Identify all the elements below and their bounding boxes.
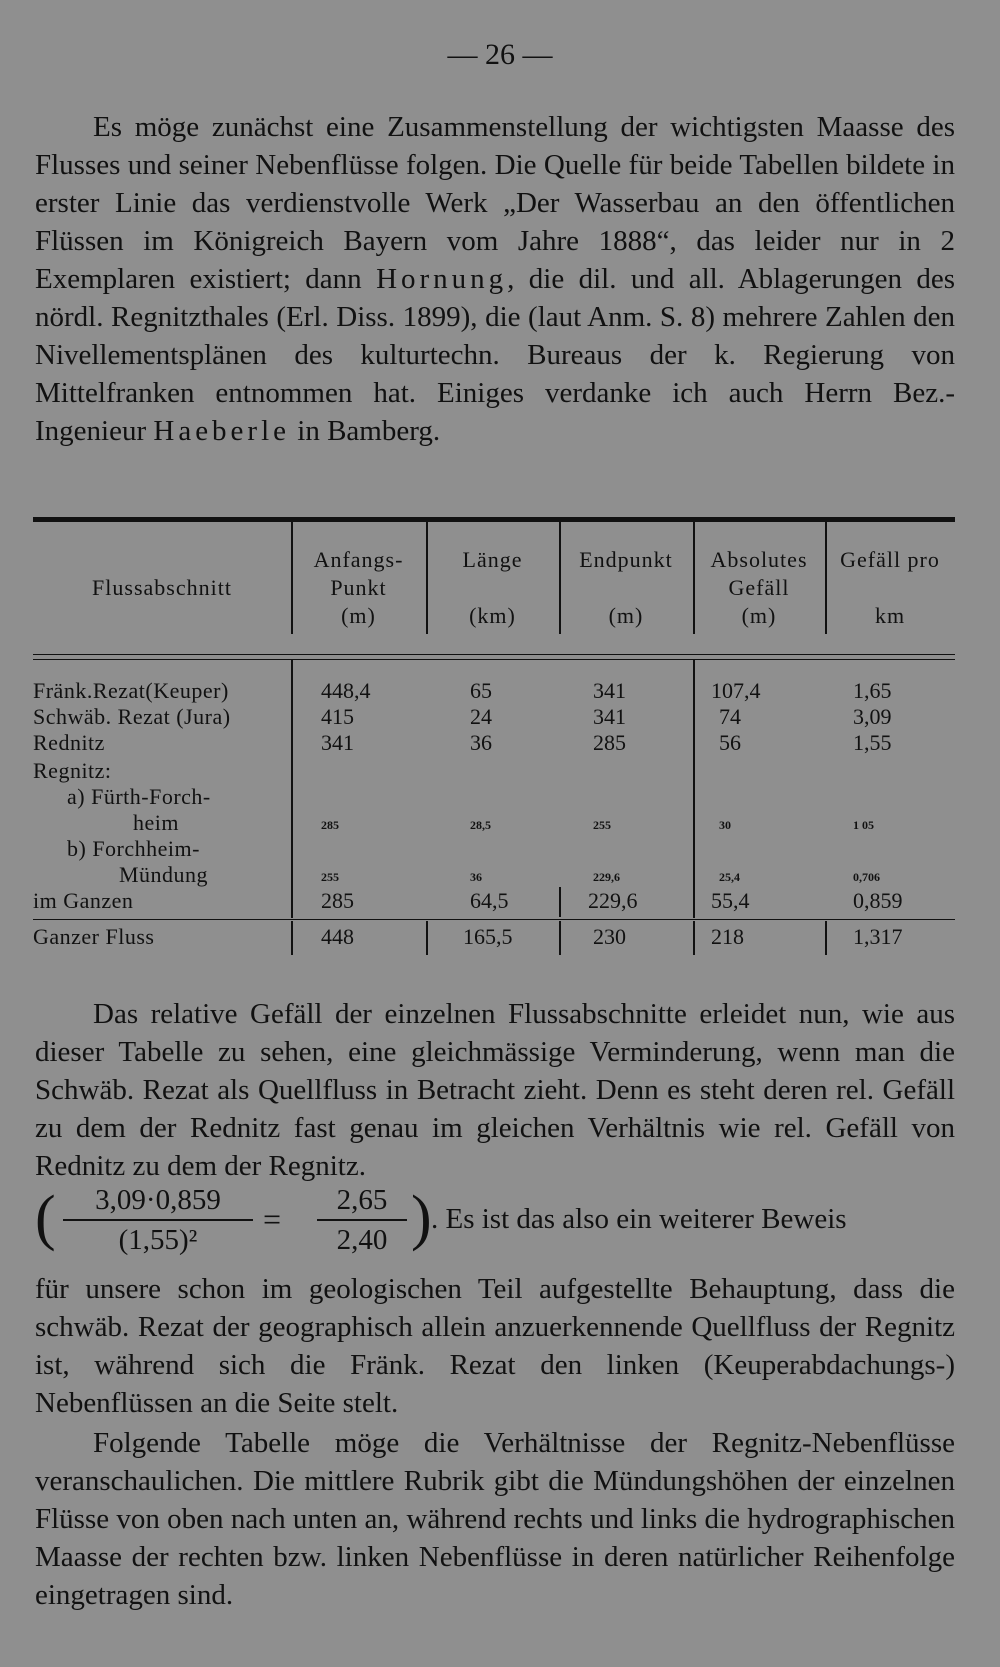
gradient-paragraph: Das relative Gefäll der einzelnen Flussabschnitte erleidet nun, wie aus dieser Tabelle zu sehen, eine gleichmässige Verminderung, wenn man die Schwäb. Rezat als Quellfluss in Betracht zieht. Denn es steht deren rel. Gefäll zu dem der Rednitz fast genau im gleichen Verhältnis wie rel. Gefäll von Rednitz zu dem der Regnitz.: [35, 998, 955, 1182]
ratio-formula: ( 3,09·0,859 (1,55)² = 2,65 2,40 ) . Es ist das also ein weiterer Beweis: [35, 1184, 847, 1256]
table-row: Schwäb. Rezat (Jura): [33, 704, 231, 729]
author-name-hornung: Hornung: [376, 263, 508, 295]
header-gefaell-pro-km: Gefäll pro: [840, 547, 940, 572]
header-endpunkt: Endpunkt: [579, 547, 673, 572]
author-name-haeberle: Haeberle: [153, 415, 291, 447]
conclusion-paragraph: für unsere schon im geologischen Teil aufgestellte Behauptung, dass die schwäb. Rezat der geographisch allein anzuerkennende Quellfluss der Regnitz ist, während sich die Fränk. Rezat den linken (Keuperabdachungs-) Nebenflüssen an die Seite stelt.: [35, 1273, 955, 1419]
intro-paragraph: Es möge zunächst eine Zusammenstellung der wichtigsten Maasse des Flusses und seiner Nebenflüsse folgen. Die Quelle für beide Tabellen bildete in erster Linie das verdienstvolle Werk „Der Wasserbau an den öffentlichen Flüssen im Königreich Bayern vom Jahre 1888“, das leider nur in 2 Exemplaren existiert; dann Hornung, die dil. und all. Ablagerungen des nördl. Regnitzthales (Erl. Diss. 1899), die (laut Anm. S. 8) mehrere Zahlen den Nivellementsplänen des kulturtechn. Bureaus der k. Regierung von Mittelfranken entnommen hat. Einiges verdanke ich auch Herrn Bez.-Ingenieur Haeberle in Bamberg.: [35, 111, 955, 447]
scanned-page: — 26 — Es möge zunächst eine Zusammenstellung der wichtigsten Maasse des Flusses und seiner Nebenflüsse folgen. Die Quelle für beide Tabellen bildete in erster Linie das verdienstvolle Werk „Der Wasserbau an den öffentlichen Flüssen im Königreich Bayern vom Jahre 1888“, das leider nur in 2 Exemplaren existiert; dann Hornung, die dil. und all. Ablagerungen des nördl. Regnitzthales (Erl. Diss. 1899), die (laut Anm. S. 8) mehrere Zahlen den Nivellementsplänen des kulturtechn. Bureaus der k. Regierung von Mittelfranken entnommen hat. Einiges verdanke ich auch Herrn Bez.-Ingenieur Haeberle in Bamberg. Flussabschnitt Anfangs- Punkt (m) Länge (km) Endpunkt (m) Absolutes Gefäll (m) Gefäll pro km Fränk.Rezat(Keuper) 448,4 65 341 107,4 1,65 Schwäb. Rezat (Jura) 415 24 341 74 3,09 Rednitz 341 36 285 56 1,55 Regnitz: a) Fürth-Forch- heim 285 28,5 255 30 1 05 b) Forchheim- Mündung 255 36 229,6 25,4 0,706 im Ganzen 285 64,5 229,6 55,4 0,859 Ganzer Fluss 448 165,5 230 218 1,317 Das relative Gefäll der einzelnen Flussabschnitte erleidet nun, wie aus dieser Tabelle zu sehen, eine gleichmässige Verminderung, wenn man die Schwäb. Rezat als Quellfluss in Betracht zieht. Denn es steht deren rel. Gefäll zu dem der Rednitz fast genau im gleichen Verhältnis wie rel. Gefäll von Rednitz zu dem der Regnitz. ( 3,09·0,859 (1,55)² = 2,65 2,40 ) . Es ist das also ein weiterer Beweis für unsere schon im geologischen Teil aufgestellte Behauptung, dass die schwäb. Rezat der geographisch allein anzuerkennende Quellfluss der Regnitz ist, während sich die Fränk. Rezat den linken (Keuperabdachungs-) Nebenflüssen an die Seite stelt. Folgende Tabelle möge die Verhältnisse der Regnitz-Nebenflüsse veranschaulichen. Die mittlere Rubrik gibt die Mündungshöhen der einzelnen Flüsse von oben nach unten an, während rechts und links die hydrographischen Maasse der rechten bzw. linken Nebenflüsse in deren natürlicher Reihenfolge eingetragen sind.: [0, 0, 1000, 1667]
table-row: Fränk.Rezat(Keuper): [33, 678, 229, 703]
table-row: im Ganzen: [33, 888, 134, 913]
sub-row-b-label: b) Forchheim-: [67, 836, 200, 861]
sub-row-a-label: a) Fürth-Forch-: [67, 784, 211, 809]
header-laenge: Länge: [462, 547, 523, 572]
next-table-paragraph: Folgende Tabelle möge die Verhältnisse der Regnitz-Nebenflüsse veranschaulichen. Die mittlere Rubrik gibt die Mündungshöhen der einzelnen Flüsse von oben nach unten an, während rechts und links die hydrographischen Maasse der rechten bzw. linken Nebenflüsse in deren natürlicher Reihenfolge eingetragen sind.: [35, 1427, 955, 1611]
page-number: — 26 —: [447, 38, 553, 71]
regnitz-label: Regnitz:: [33, 758, 112, 783]
table-row: Rednitz: [33, 730, 105, 755]
header-absolutes-gefaell: Absolutes: [710, 547, 808, 572]
table-row-whole-river: Ganzer Fluss: [33, 924, 155, 949]
header-flussabschnitt: Flussabschnitt: [92, 575, 232, 600]
header-anfangspunkt: Anfangs-: [313, 547, 404, 572]
